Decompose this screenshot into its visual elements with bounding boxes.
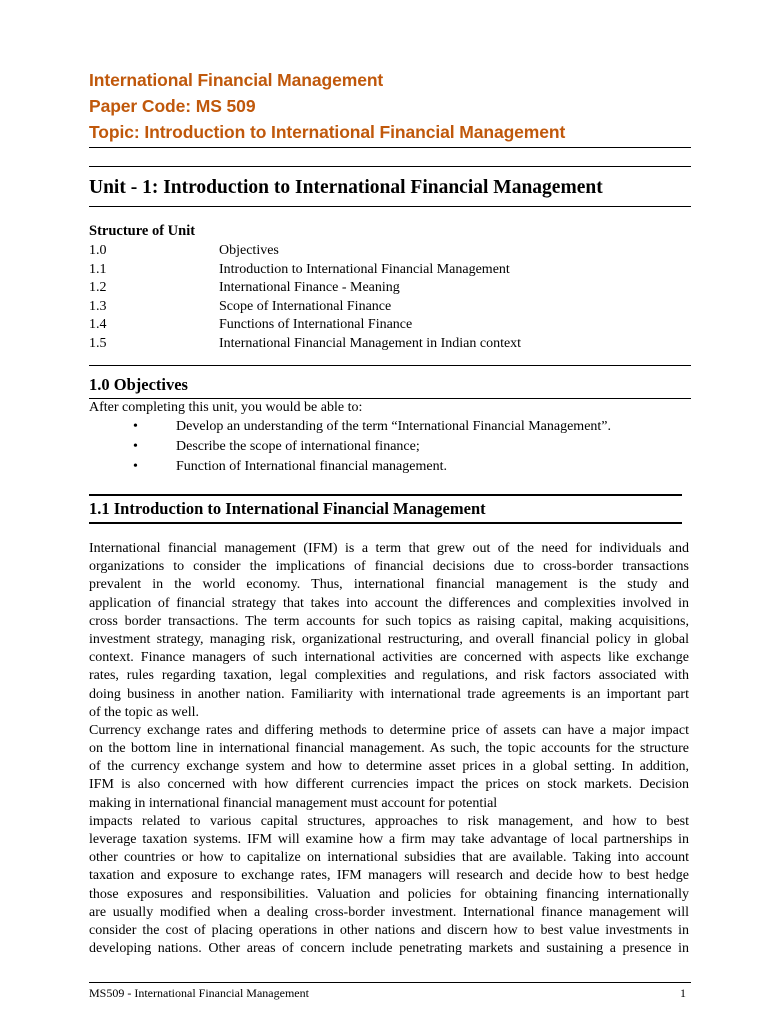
- footer-divider: [89, 982, 691, 983]
- structure-item-number: 1.2: [89, 280, 107, 296]
- footer-course: MS509 - International Financial Management: [89, 986, 309, 1000]
- body-line: of the topic as well.: [89, 704, 200, 720]
- objective-text: Function of International financial management.: [176, 459, 447, 474]
- body-line: investment strategy, managing risk, organizational restructuring, and overall financial policy in global: [89, 631, 689, 647]
- body-line: other countries or how to capitalize on international subsidies that are available. Taking into account: [89, 850, 689, 866]
- body-line: International financial management (IFM) is a term that grew out of the need for individuals and: [89, 541, 689, 556]
- unit-title-top-rule: [89, 166, 691, 167]
- structure-item-number: 1.4: [89, 317, 107, 333]
- header-divider: [89, 147, 691, 148]
- body-line: of the currency exchange system and how to determine asset prices in a global setting. In addition,: [89, 759, 689, 775]
- objectives-bottom-rule: [89, 398, 691, 399]
- structure-item-label: Introduction to International Financial Management: [219, 261, 510, 277]
- structure-item-label: Functions of International Finance: [219, 317, 413, 333]
- structure-item-number: 1.0: [89, 243, 107, 258]
- intro-top-rule: [89, 494, 682, 496]
- body-line: making in international financial management must account for potential: [89, 795, 498, 811]
- body-line: rates, rules regarding taxation, legal complexities and regulations, and risk factors associated with: [89, 668, 689, 684]
- structure-item-number: 1.5: [89, 336, 107, 351]
- body-line: on the bottom line in international financial management. As such, the topic accounts for the structure: [89, 741, 689, 757]
- intro-body: [89, 540, 689, 958]
- structure-item-number: 1.1: [89, 261, 107, 277]
- body-line: context. Finance managers of such international activities are concerned with aspects like exchange: [89, 650, 689, 666]
- unit-title-bottom-rule: [89, 206, 691, 207]
- topic-title: Topic: Introduction to International Financial Management: [89, 122, 566, 142]
- structure-title: Structure of Unit: [89, 223, 196, 239]
- objectives-intro: After completing this unit, you would be able to:: [89, 400, 363, 415]
- structure-item-label: International Finance - Meaning: [219, 280, 400, 296]
- bullet-icon: •: [133, 459, 138, 474]
- objective-text: Describe the scope of international finance;: [176, 439, 420, 454]
- body-line: cross border transactions. The term accounts for such topics as raising capital, making acquisitions,: [89, 613, 689, 629]
- body-line: application of financial strategy that takes into account the differences and complexities involved in: [89, 595, 689, 611]
- structure-item-label: Scope of International Finance: [219, 298, 392, 314]
- structure-item-label: International Financial Management in Indian context: [219, 336, 522, 351]
- bullet-icon: •: [133, 419, 138, 434]
- body-line: developing nations. Other areas of concern include penetrating markets and sustaining a presence in: [89, 941, 689, 957]
- course-title: International Financial Management: [89, 70, 384, 90]
- body-line: consider the cost of placing operations in other nations and discern how to best value investments in: [89, 922, 689, 938]
- bullet-icon: •: [133, 439, 138, 454]
- objectives-heading: 1.0 Objectives: [89, 375, 188, 394]
- body-line: are usually modified when a dealing cross-border investment. International finance management will: [89, 904, 689, 920]
- body-line: prevalent in the world economy. Thus, international financial management is the study and: [89, 577, 689, 593]
- paper-code: Paper Code: MS 509: [89, 96, 256, 116]
- body-line: taxation and exposure to exchange rates, IFM managers will research and decide how to best hedge: [89, 868, 689, 884]
- intro-bottom-rule: [89, 522, 682, 524]
- body-line: impacts related to various capital structures, approaches to risk management, and how to best: [89, 813, 689, 829]
- body-line: leverage taxation systems. IFM will examine how a firm may take advantage of local partnerships in: [89, 832, 689, 847]
- body-line: Currency exchange rates and differing methods to determine price of assets can have a major impact: [89, 722, 689, 738]
- body-line: those exposures and responsibilities. Valuation and policies for obtaining financing internationally: [89, 886, 689, 902]
- objective-text: Develop an understanding of the term “International Financial Management”.: [176, 419, 612, 434]
- body-line: doing business in another nation. Familiarity with international trade agreements is an important part: [89, 686, 689, 702]
- objectives-top-rule: [89, 365, 691, 366]
- body-line: IFM is also concerned with how different currencies impact the prices on stock markets. Decision: [89, 777, 689, 793]
- intro-heading: 1.1 Introduction to International Financial Management: [89, 499, 486, 518]
- unit-title: Unit - 1: Introduction to International Financial Management: [89, 177, 603, 198]
- structure-item-number: 1.3: [89, 298, 107, 314]
- page-number: 1: [680, 986, 686, 1000]
- structure-item-label: Objectives: [219, 243, 279, 258]
- body-line: organizations to consider the implications of financial decisions due to cross-border transactions: [89, 559, 689, 575]
